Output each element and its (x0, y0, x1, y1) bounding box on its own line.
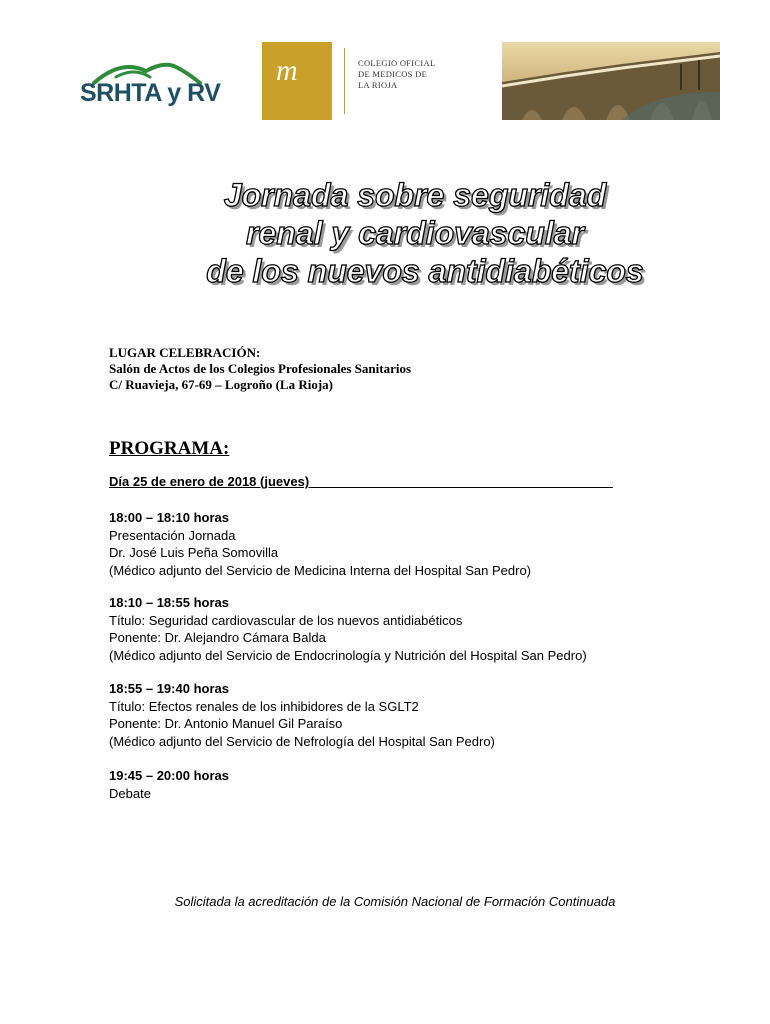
colegio-monogram-icon: m (276, 54, 298, 87)
program-date: Día 25 de enero de 2018 (jueves)__________________________________________ (109, 474, 613, 489)
bridge-photo (502, 42, 720, 120)
session-line: Ponente: Dr. Antonio Manuel Gil Paraíso (109, 716, 343, 731)
session-line: Título: Seguridad cardiovascular de los nuevos antidiabéticos (109, 612, 463, 628)
session-line: Ponente: Dr. Alejandro Cámara Balda (109, 630, 326, 645)
lugar-place: Salón de Actos de los Colegios Profesionales Sanitarios (109, 361, 412, 376)
srhta-logo (76, 55, 221, 111)
lugar-address: C/ Ruavieja, 67-69 – Logroño (La Rioja) (109, 377, 334, 392)
session-line: Dr. José Luis Peña Somovilla (109, 545, 279, 560)
srhta-logo-text: SRHTA y RV (80, 79, 221, 107)
title-line: renal y cardiovascular (246, 215, 584, 251)
session-time: 18:00 – 18:10 horas (109, 510, 229, 525)
title-line: Jornada sobre seguridad (223, 177, 607, 213)
session-time: 19:45 – 20:00 horas (109, 768, 229, 783)
session-block (109, 680, 495, 750)
colegio-name: COLEGIO OFICIAL DE MEDICOS DE LA RIOJA (358, 58, 436, 90)
title-line: de los nuevos antidiabéticos (206, 253, 644, 289)
session-line: (Médico adjunto del Servicio de Nefrología del Hospital San Pedro) (109, 733, 495, 749)
session-line: Debate (109, 785, 151, 801)
accreditation-note: Solicitada la acreditación de la Comisión Nacional de Formación Continuada (174, 894, 616, 909)
session-line: Presentación Jornada (109, 527, 236, 543)
banner-divider (344, 48, 345, 114)
session-line: (Médico adjunto del Servicio de Medicina Interna del Hospital San Pedro) (109, 562, 532, 578)
programa-heading: PROGRAMA: (109, 438, 230, 459)
session-time: 18:55 – 19:40 horas (109, 681, 229, 696)
page-title (0, 176, 770, 290)
session-block (109, 767, 229, 802)
session-block (109, 594, 587, 664)
lugar-heading: LUGAR CELEBRACIÓN: (109, 345, 261, 360)
session-line: Título: Efectos renales de los inhibidores de la SGLT2 (109, 698, 419, 714)
colegio-emblem (262, 42, 332, 120)
lugar-section (109, 345, 411, 393)
colegio-banner (262, 42, 720, 120)
session-block (109, 509, 531, 579)
session-time: 18:10 – 18:55 horas (109, 595, 229, 610)
session-line: (Médico adjunto del Servicio de Endocrinología y Nutrición del Hospital San Pedro) (109, 647, 587, 663)
